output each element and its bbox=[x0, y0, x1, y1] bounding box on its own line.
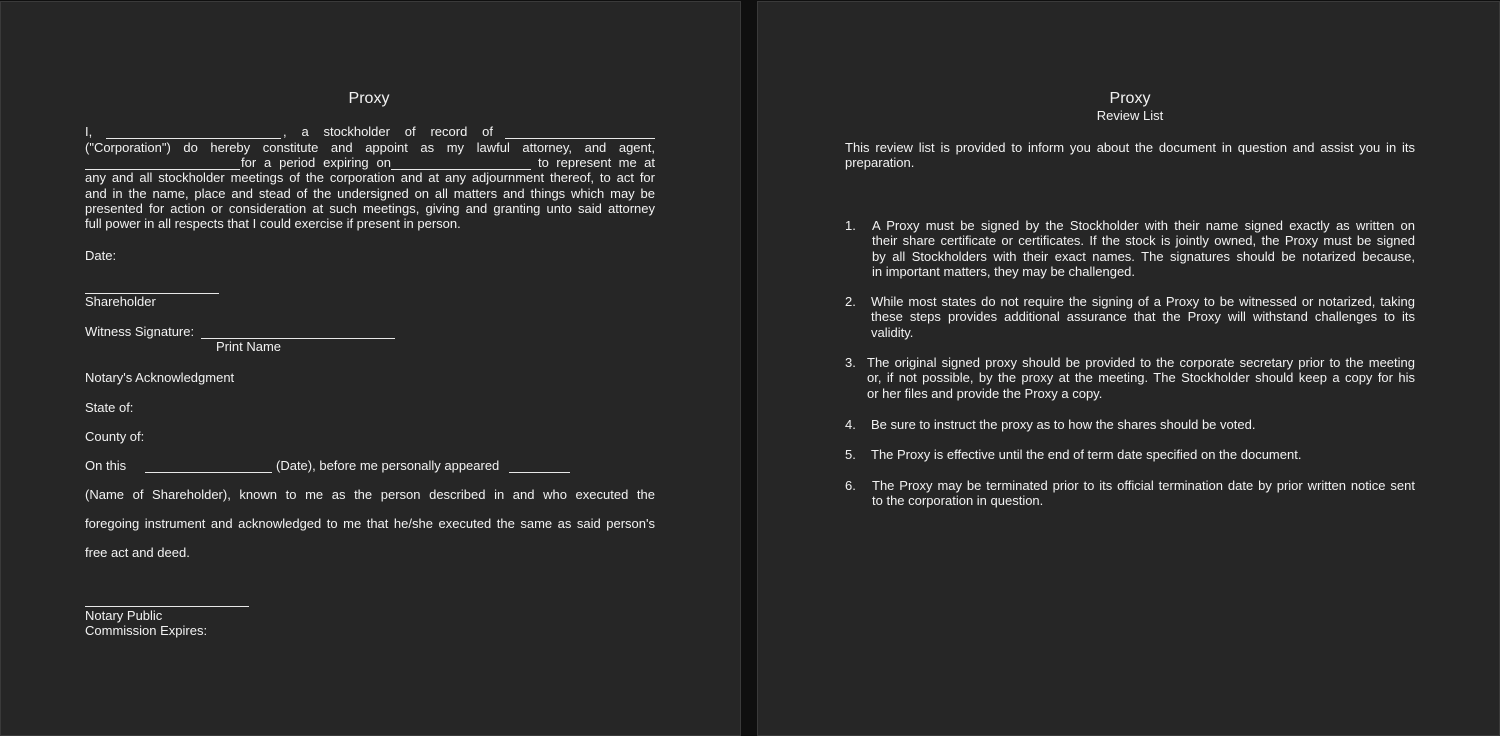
item-3-text bbox=[867, 355, 1415, 401]
date-paren-text: (Date), before me personally appeared bbox=[276, 458, 500, 473]
notary-line-4: free act and deed. bbox=[85, 545, 190, 560]
page-title: Proxy bbox=[348, 90, 390, 107]
item-4-line-1: Be sure to instruct the proxy as to how the shares should be voted. bbox=[871, 417, 1256, 432]
notary-signature-line[interactable] bbox=[85, 606, 249, 607]
proxy-form-page[interactable] bbox=[0, 1, 741, 736]
item-1-line-1: A Proxy must be signed by the Stockholder with their name signed exactly as written on bbox=[872, 218, 1415, 233]
item-2-line-2: these steps provides additional assurance that the Proxy will withstand challenges to its bbox=[871, 309, 1415, 325]
item-1-text bbox=[872, 218, 1415, 279]
item-1-line-3: by all Stockholders with their exact names. The signatures should be notarized because, bbox=[872, 248, 1415, 264]
on-this-label: On this bbox=[85, 458, 127, 473]
item-2-number: 2. bbox=[845, 294, 856, 309]
item-6-number: 6. bbox=[845, 478, 856, 493]
notary-line-3: foregoing instrument and acknowledged to me that he/she executed the same as said person's bbox=[85, 516, 655, 531]
body-line-1-prefix: I, bbox=[85, 124, 93, 139]
review-page-subtitle: Review List bbox=[1096, 108, 1164, 123]
item-6-text bbox=[872, 478, 1415, 509]
item-5-number: 5. bbox=[845, 447, 856, 462]
item-3-line-2: or, if not possible, by the proxy at the meeting. The Stockholder should keep a copy for his bbox=[867, 370, 1415, 386]
review-list-page[interactable] bbox=[757, 1, 1500, 736]
item-1-number: 1. bbox=[845, 218, 856, 233]
notary-line-2: (Name of Shareholder), known to me as the person described in and who executed the bbox=[85, 487, 655, 502]
item-5-line-1: The Proxy is effective until the end of term date specified on the document. bbox=[871, 447, 1302, 462]
item-6-line-1: The Proxy may be terminated prior to its official termination date by prior written notice sent bbox=[872, 478, 1415, 493]
state-label: State of: bbox=[85, 400, 134, 415]
body-line-6: presented for action or consideration at such meetings, giving and granting unto said attorney bbox=[85, 201, 655, 216]
item-1-line-4: in important matters, they may be challenged. bbox=[872, 263, 1136, 279]
item-2-line-1: While most states do not require the signing of a Proxy to be witnessed or notarized, taking bbox=[871, 294, 1415, 309]
item-6-line-2: to the corporation in question. bbox=[872, 493, 1044, 509]
county-label: County of: bbox=[85, 429, 145, 444]
body-line-2: ("Corporation") do hereby constitute and appoint as my lawful attorney, and agent, bbox=[85, 140, 655, 155]
body-line-3-end: to represent me at bbox=[538, 155, 655, 170]
notary-public-label: Notary Public bbox=[85, 608, 163, 623]
item-3-line-3: or her files and provide the Proxy a copy. bbox=[867, 385, 1103, 401]
item-3-number: 3. bbox=[845, 355, 856, 370]
body-line-7: full power in all respects that I could exercise if present in person. bbox=[85, 216, 461, 231]
shareholder-label: Shareholder bbox=[85, 294, 156, 309]
item-4-number: 4. bbox=[845, 417, 856, 432]
notary-date-blank[interactable] bbox=[145, 472, 272, 473]
body-line-1-mid: , a stockholder of record of bbox=[283, 124, 493, 139]
item-2-text bbox=[871, 294, 1415, 340]
appeared-name-blank[interactable] bbox=[509, 472, 570, 473]
body-line-5: and in the name, place and stead of the undersigned on all matters and things which may be bbox=[85, 186, 655, 201]
print-name-label: Print Name bbox=[216, 339, 282, 354]
review-page-title: Proxy bbox=[1109, 90, 1151, 107]
body-line-4: any and all stockholder meetings of the corporation and at any adjournment thereof, to act for bbox=[85, 170, 655, 185]
intro-line-1: This review list is provided to inform you about the document in question and assist you in its bbox=[845, 140, 1415, 155]
commission-expires-label: Commission Expires: bbox=[85, 623, 208, 638]
intro-line-2: preparation. bbox=[845, 155, 915, 170]
stockholder-name-blank bbox=[106, 138, 281, 139]
body-line-3-mid: for a period expiring on bbox=[241, 155, 391, 170]
item-1-line-2: their share certificate or certificates. If the stock is jointly owned, the Proxy must be signed bbox=[872, 233, 1415, 249]
notary-acknowledgment-label: Notary's Acknowledgment bbox=[85, 370, 235, 385]
witness-signature-label: Witness Signature: bbox=[85, 324, 195, 339]
date-label: Date: bbox=[85, 248, 117, 263]
corporation-name-blank bbox=[505, 138, 655, 139]
item-3-line-1: The original signed proxy should be provided to the corporate secretary prior to the meeting bbox=[867, 355, 1415, 370]
item-2-line-3: validity. bbox=[871, 324, 914, 340]
